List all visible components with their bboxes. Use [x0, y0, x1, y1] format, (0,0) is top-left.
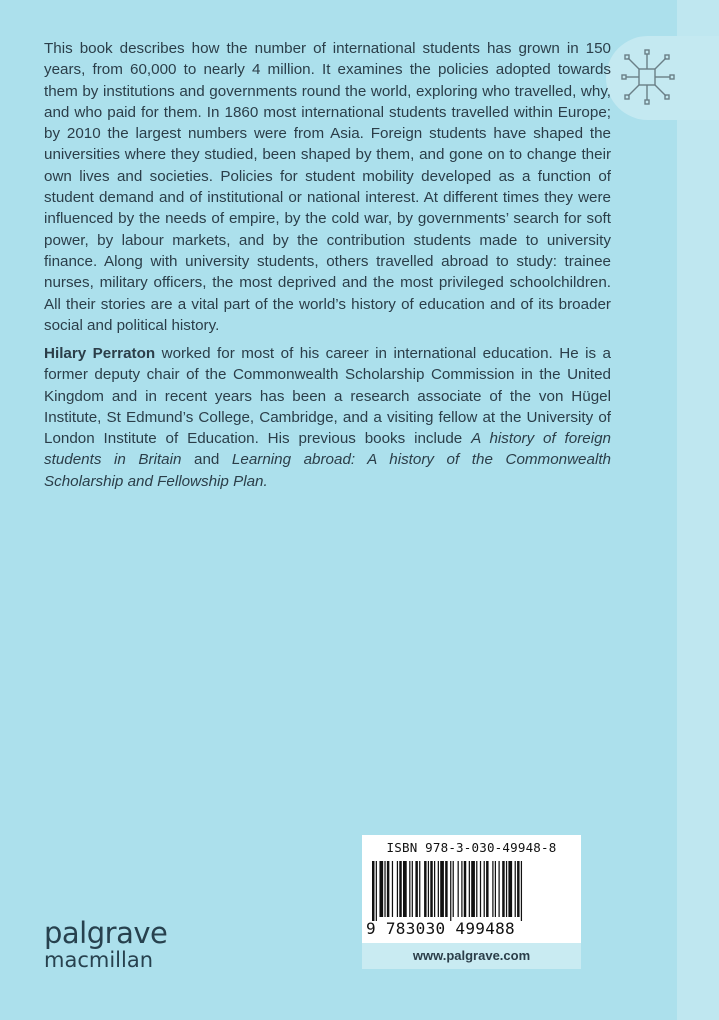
publisher-logo-line2: macmillan: [44, 948, 154, 972]
barcode-bar: [392, 861, 393, 917]
barcode-bar: [508, 861, 512, 917]
barcode-bar: [376, 861, 377, 921]
barcode-bar: [430, 861, 432, 917]
spine-edge: [677, 0, 719, 1020]
barcode-bar: [515, 861, 516, 917]
barcode-bar: [403, 861, 407, 917]
barcode-bar: [445, 861, 447, 917]
barcode-bar: [517, 861, 519, 917]
barcode-bar: [397, 861, 398, 917]
publisher-logo-line1: palgrave: [44, 916, 168, 950]
barcode-bar: [379, 861, 383, 917]
barcode-bar: [419, 861, 420, 917]
barcode-bar: [440, 861, 444, 917]
barcode-bar: [424, 861, 426, 917]
author-bio: [44, 343, 611, 492]
isbn-label: ISBN 978-3-030-49948-8: [386, 840, 557, 855]
barcode-bar: [384, 861, 385, 917]
previous-book-1: A history of foreign students in Britain: [44, 430, 611, 469]
barcode-bar: [469, 861, 470, 917]
barcode-bar: [498, 861, 499, 917]
barcode-bar: [428, 861, 429, 917]
barcode-bar: [492, 861, 493, 917]
barcode-bar: [372, 861, 374, 921]
bio-text-2: and: [181, 451, 232, 469]
bio-text-1: worked for most of his career in international education. He is a former deputy chair of the Commonwealth Scholarship Commission in the United Kingdom and in recent years has been a research associate of the von Hügel Institute, St Edmund’s College, Cambridge, and a visiting fellow at the University of London Institute of Education. His previous books include: [44, 345, 611, 448]
publisher-website: www.palgrave.com: [362, 943, 581, 969]
previous-book-2: Learning abroad: A history of the Commonwealth Scholarship and Fellowship Plan.: [44, 451, 611, 490]
network-node-icon: [616, 46, 678, 108]
barcode-bar: [412, 861, 413, 917]
barcode-bar: [387, 861, 389, 917]
barcode-bar: [521, 861, 522, 921]
isbn-barcode: [362, 835, 581, 943]
barcode-bar: [453, 861, 454, 917]
barcode-bar: [461, 861, 462, 917]
book-description: This book describes how the number of international students has grown in 150 years, from 60,000 to nearly 4 million. It examines the policies adopted towards them by institutions and governments round the world, exploring who travelled, why, and who paid for them. In 1860 most international students travelled within Europe; by 2010 the largest numbers were from Asia. Foreign students have shaped the universities where they studied, been shaped by them, and gone on to change their own lives and societies. Policies for student mobility developed as a function of student demand and of institutional or national interest. At different times they were influenced by the needs of empire, by the cold war, by governments’ search for soft power, by labour markets, and by the contribution students made to university finance. Along with university students, others travelled abroad to study: trainee nurses, military officers, the most deprived and the most privileged schoolchildren. All their stories are a vital part of the world’s history of education and of its broader social and political history.: [44, 40, 611, 334]
barcode-bar: [486, 861, 488, 917]
barcode-bar: [502, 861, 504, 917]
barcode-bar: [415, 861, 417, 917]
barcode-bar: [476, 861, 477, 917]
barcode-bars: [370, 861, 572, 921]
barcode-bar: [450, 861, 451, 921]
barcode-bar: [495, 861, 496, 917]
barcode-bar: [506, 861, 507, 917]
barcode-bar: [464, 861, 466, 917]
barcode-bar: [409, 861, 410, 917]
barcode-bar: [434, 861, 435, 917]
author-name: Hilary Perraton: [44, 345, 156, 362]
barcode-bar: [480, 861, 481, 917]
barcode-bar: [484, 861, 485, 917]
publisher-logo: [44, 918, 167, 972]
barcode-digits: 9 783030 499488: [366, 919, 515, 938]
barcode-bar: [458, 861, 459, 917]
series-logo-tab: [606, 36, 719, 120]
barcode-bar: [471, 861, 475, 917]
barcode-bar: [438, 861, 439, 917]
barcode-bar: [399, 861, 401, 917]
